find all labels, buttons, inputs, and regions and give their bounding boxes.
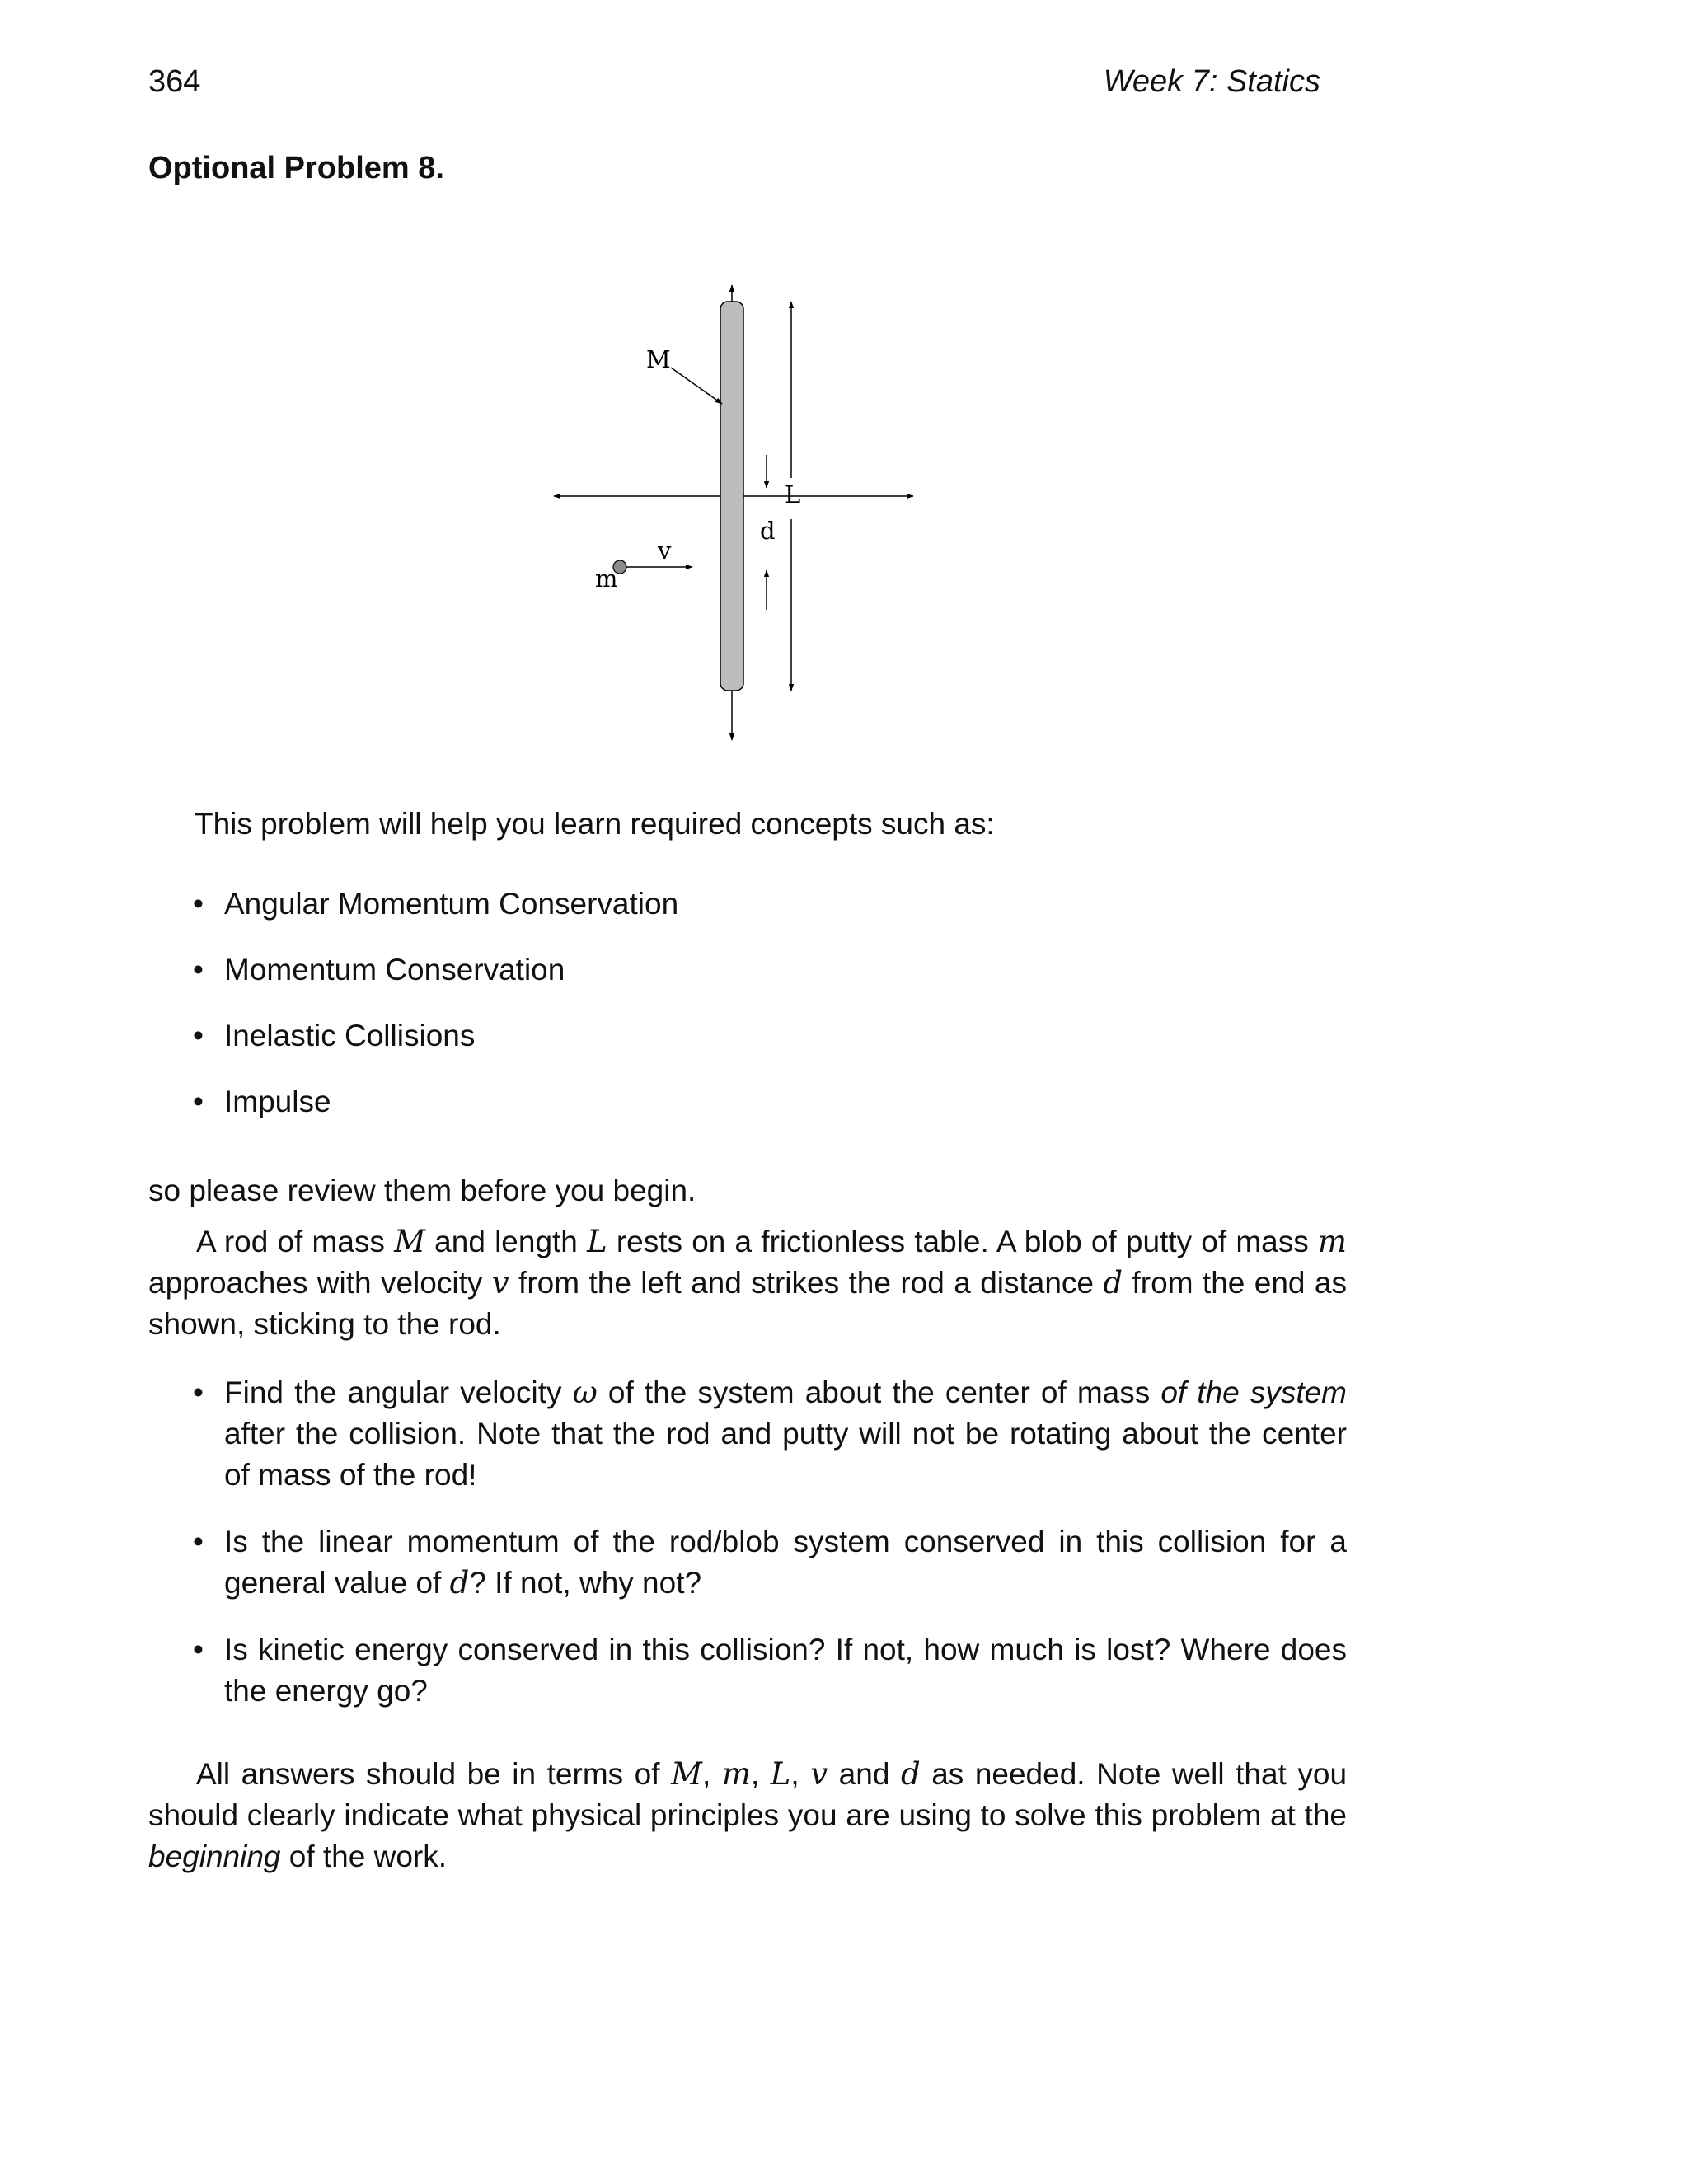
rod-collision-figure — [544, 272, 940, 758]
question-list — [191, 1372, 1347, 1712]
mass-pointer — [671, 368, 722, 404]
rod — [720, 302, 743, 691]
review-text: so please review them before you begin. — [148, 1174, 696, 1207]
question-item: • Find the angular velocity ω of the system about the center of mass of the system after the collision. Note that the rod and putty will not be rotating about the center of mass of the rod! — [193, 1375, 1348, 1492]
concept-item: • Impulse — [193, 1085, 331, 1118]
label-velocity: v — [658, 537, 672, 565]
concept-item: • Inelastic Collisions — [193, 1019, 476, 1052]
answer-instructions: All answers should be in terms of M, m, L, v and d as needed. Note well that you should clearly indicate what physical principles you are using to solve this problem at the beginning of the work. — [148, 1756, 1348, 1873]
concept-label: Inelastic Collisions — [224, 1019, 476, 1052]
concept-label: Impulse — [224, 1085, 331, 1118]
running-head: Week 7: Statics — [1103, 64, 1320, 99]
concept-label: Momentum Conservation — [224, 953, 565, 987]
concept-item: • Momentum Conservation — [193, 953, 565, 987]
problem-title: Optional Problem 8. — [148, 151, 444, 185]
label-distance: d — [760, 517, 776, 545]
concept-label: Angular Momentum Conservation — [224, 887, 679, 921]
intro-text: This problem will help you learn required concepts such as: — [195, 807, 995, 841]
problem-statement: A rod of mass M and length L rests on a frictionless table. A blob of putty of mass m approaches with velocity v from the left and strikes the rod a distance d from the end as shown, sticking to the rod. — [148, 1224, 1347, 1341]
question-item: • Is the linear momentum of the rod/blob system conserved in this collision for a general value of d? If not, why not? — [193, 1525, 1347, 1601]
label-length: L — [785, 480, 801, 509]
page-number: 364 — [148, 64, 201, 99]
concept-item: • Angular Momentum Conservation — [193, 887, 679, 921]
label-rod-mass: M — [646, 345, 671, 373]
question-item: • Is kinetic energy conserved in this collision? If not, how much is lost? Where does the energy go? — [193, 1633, 1347, 1708]
label-blob-mass: m — [595, 565, 618, 593]
concept-list — [191, 883, 678, 1147]
